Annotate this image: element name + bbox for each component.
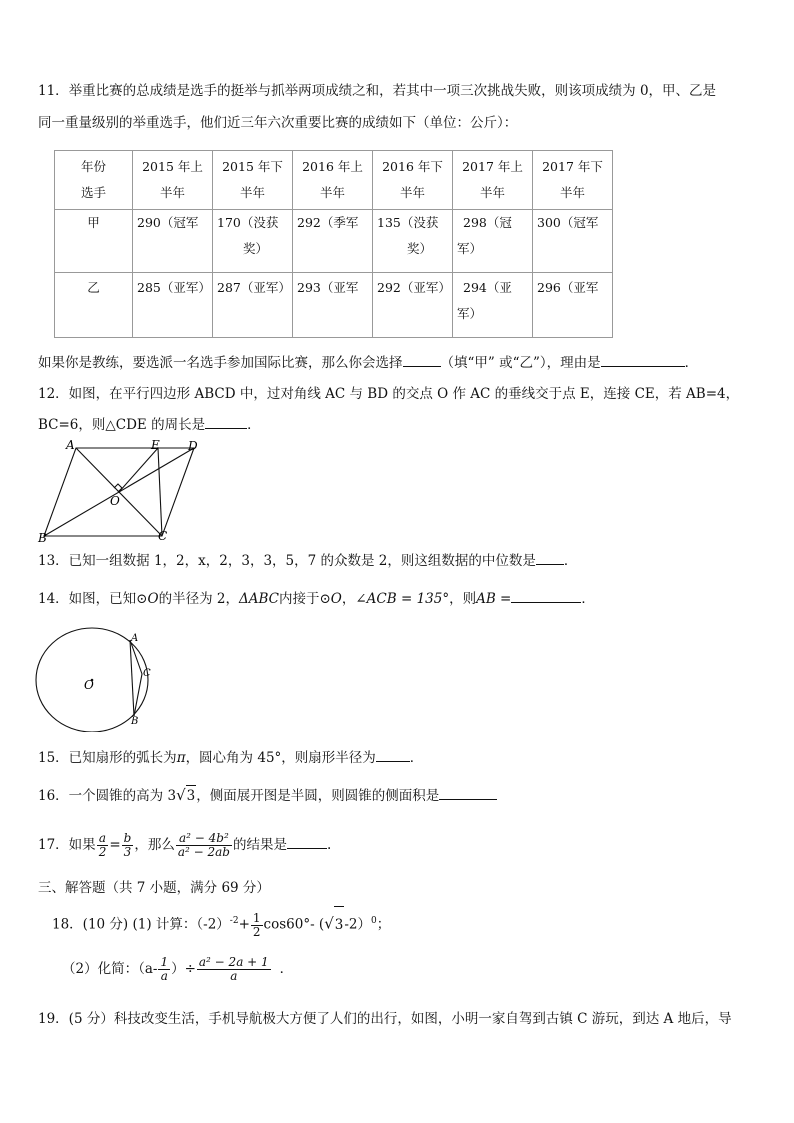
label-A: A [131,633,139,644]
fraction [97,832,109,859]
q17 [38,828,331,862]
table-cell [373,210,453,273]
answer-blank [601,352,685,367]
q14-ab: AB = [476,591,512,607]
cell-line: 296（亚军 [537,280,599,295]
col-top: 2017 年上 [462,159,523,174]
q13-text: 13．已知一组数据 1，2，x，2，3，3，5，7 的众数是 2，则这组数据的中位数是 [38,553,536,569]
numerator: 1 [160,955,169,969]
cell-line: 292（季军 [297,215,359,230]
player-name-cell: 甲 [55,210,133,273]
table-header-row [55,151,613,210]
fraction [158,956,170,983]
numerator: a² − 2a + 1 [198,955,269,969]
table-cell [293,273,373,338]
answer-blank [439,785,497,800]
q14-circle-o: O [147,591,159,607]
col-top: 2016 年上 [302,159,363,174]
q12-line2 [38,414,261,435]
equals: = [109,837,121,853]
table-row [55,273,613,338]
col-bottom: 半年 [319,185,345,200]
sqrt-sign: √ [324,914,334,933]
q15 [38,747,423,768]
table-cell [213,273,293,338]
q18-part2 [62,951,293,987]
answer-blank [536,550,564,565]
q14-text-3: 内接于⊙ [278,591,331,607]
player-name-cell: 乙 [55,273,133,338]
section-heading: 三、解答题（共 7 小题，满分 69 分） [38,880,270,896]
table-cell [373,273,453,338]
col-bottom: 半年 [479,185,505,200]
col-top: 2015 年下 [222,159,283,174]
fraction [197,956,271,983]
label-O: O [84,678,94,692]
score-table [54,150,613,338]
q11-prompt-text: 如果你是教练，要选派一名选手参加国际比赛，那么你会选择 [38,355,403,371]
fraction [176,832,232,859]
corner-bottom: 选手 [80,185,106,200]
q13 [38,550,577,571]
q18-text-3: -2） [344,916,372,933]
sqrt-sign: √ [176,786,186,804]
cell-line: 294（亚军） [457,280,512,321]
q12-line2-end: ． [247,417,261,433]
q11-line1: 11．举重比赛的总成绩是选手的挺举与抓举两项成绩之和，若其中一项三次挑战失败，则该项成绩为 0，甲、乙是 [38,83,717,99]
table-cell [453,210,533,273]
cell-line: 300（冠军 [537,215,599,230]
q12-line1: 12．如图，在平行四边形 ABCD 中，过对角线 AC 与 BD 的交点 O 作 AC 的垂线交于点 E，连接 CE，若 AB=4， [38,386,740,402]
q17-text: 17．如果 [38,837,96,853]
q18-text: 18．(10 分) (1) 计算：（-2） [52,916,230,933]
denominator: 3 [123,845,132,859]
answer-blank [205,414,247,429]
cell-line: 135（没获 [377,215,439,230]
q15-text: 15．已知扇形的弧长为 [38,750,177,766]
table-header-cell [213,151,293,210]
table-cell [453,273,533,338]
q14-text-2: 的半径为 2， [158,591,239,607]
cell-line: 170（没获 [217,215,279,230]
cell-line: 290（冠军 [137,215,199,230]
table-cell [133,210,213,273]
table-header-cell [533,151,613,210]
fraction [251,912,263,939]
numerator: 1 [252,910,261,925]
denominator: 2 [252,924,261,939]
table-cell [213,210,293,273]
q18-part1 [52,903,390,943]
segment-eo [119,448,158,492]
fraction [122,832,134,859]
parallelogram-figure [36,438,204,546]
cell-line: 奖） [407,241,433,256]
label-B: B [38,531,47,545]
exponent: 0 [371,916,377,926]
q16-text: 16．一个圆锥的高为 3 [38,788,177,804]
q12-line2-text: BC=6，则△CDE 的周长是 [38,417,206,433]
corner-top: 年份 [80,159,106,174]
q14-end: ． [581,591,595,607]
answer-blank [287,834,327,849]
table-corner-cell [55,151,133,210]
q14-circle-o-2: O [330,591,342,607]
answer-blank [403,352,441,367]
label-O: O [110,494,120,508]
q17-end: . [326,837,332,853]
radicand: 3 [334,906,345,943]
col-top: 2017 年下 [542,159,603,174]
table-cell [533,273,613,338]
cell-line: 奖） [243,241,269,256]
q11-line2: 同一重量级别的举重选手，他们近三年六次重要比赛的成绩如下（单位：公斤）： [38,115,518,131]
numerator: a² − 4b² [176,832,232,846]
q16-radicand: 3 [186,785,197,806]
answer-blank [376,747,410,762]
q14-text: 14．如图，已知⊙ [38,591,148,607]
label-C: C [143,668,151,679]
q16-text-2: ，侧面展开图是半圆，则圆锥的侧面积是 [196,788,440,804]
q11-prompt-end: ． [684,355,699,371]
q15-text-2: ，圆心角为 45°，则扇形半径为 [185,750,376,766]
q16 [38,785,497,806]
q18-text-2: cos60°- ( [263,916,325,933]
table-header-cell [133,151,213,210]
col-bottom: 半年 [559,185,585,200]
table-cell [133,273,213,338]
answer-blank [511,588,581,603]
cell-line: 292（亚军） [377,280,451,295]
q17-text-3: 的结果是 [232,837,287,853]
q13-end: ． [563,553,578,569]
table-header-cell [293,151,373,210]
q11-prompt [38,352,698,373]
circle-figure [34,622,164,732]
q18-p2-text: （2）化简：（a- [62,961,158,977]
q18-p2-text-2: ）÷ [171,961,196,977]
q18-end: ； [376,916,391,933]
col-bottom: 半年 [239,185,265,200]
q14: 14．如图，已知⊙O的半径为 2，ΔABC内接于⊙O，∠ACB = 135°，则AB = ． [38,588,595,609]
q19: 19．(5 分）科技改变生活，手机导航极大方便了人们的出行，如图，小明一家自驾到古镇 C 游玩，到达 A 地后，导 [38,1011,732,1027]
numerator: a [97,832,109,846]
q15-pi: π [176,750,186,766]
table-cell [533,210,613,273]
cell-line: 287（亚军） [217,280,291,295]
denominator: 2 [98,845,107,859]
denominator: a [160,969,168,983]
col-bottom: 半年 [399,185,425,200]
denominator: a² − 2ab [177,845,230,859]
cell-line: 298（冠军） [457,215,512,256]
col-bottom: 半年 [159,185,185,200]
label-B: B [131,716,139,727]
label-C: C [158,529,168,543]
q14-angle: ∠ACB = 135° [355,591,450,607]
table-header-cell [453,151,533,210]
col-top: 2016 年下 [382,159,443,174]
exponent: -2 [229,916,239,926]
plus: + [238,916,250,933]
q18-p2-end: ． [279,961,294,977]
chord-ab [130,640,134,716]
numerator: b [123,831,132,845]
denominator: a [230,969,238,983]
cell-line: 285（亚军） [137,280,211,295]
label-E: E [151,438,160,452]
q15-end: ． [409,750,424,766]
q17-text-2: ，那么 [134,837,175,853]
q14-text-4: ，则 [449,591,477,607]
cell-line: 293（亚军 [297,280,359,295]
table-cell [293,210,373,273]
label-A: A [66,438,75,452]
q14-triangle: ΔABC [238,591,279,607]
label-D: D [188,439,198,453]
segment-ce [158,448,162,536]
table-header-cell [373,151,453,210]
q11-prompt-text-2: （填“甲” 或“乙”），理由是 [440,355,601,371]
table-row [55,210,613,273]
col-top: 2015 年上 [142,159,203,174]
